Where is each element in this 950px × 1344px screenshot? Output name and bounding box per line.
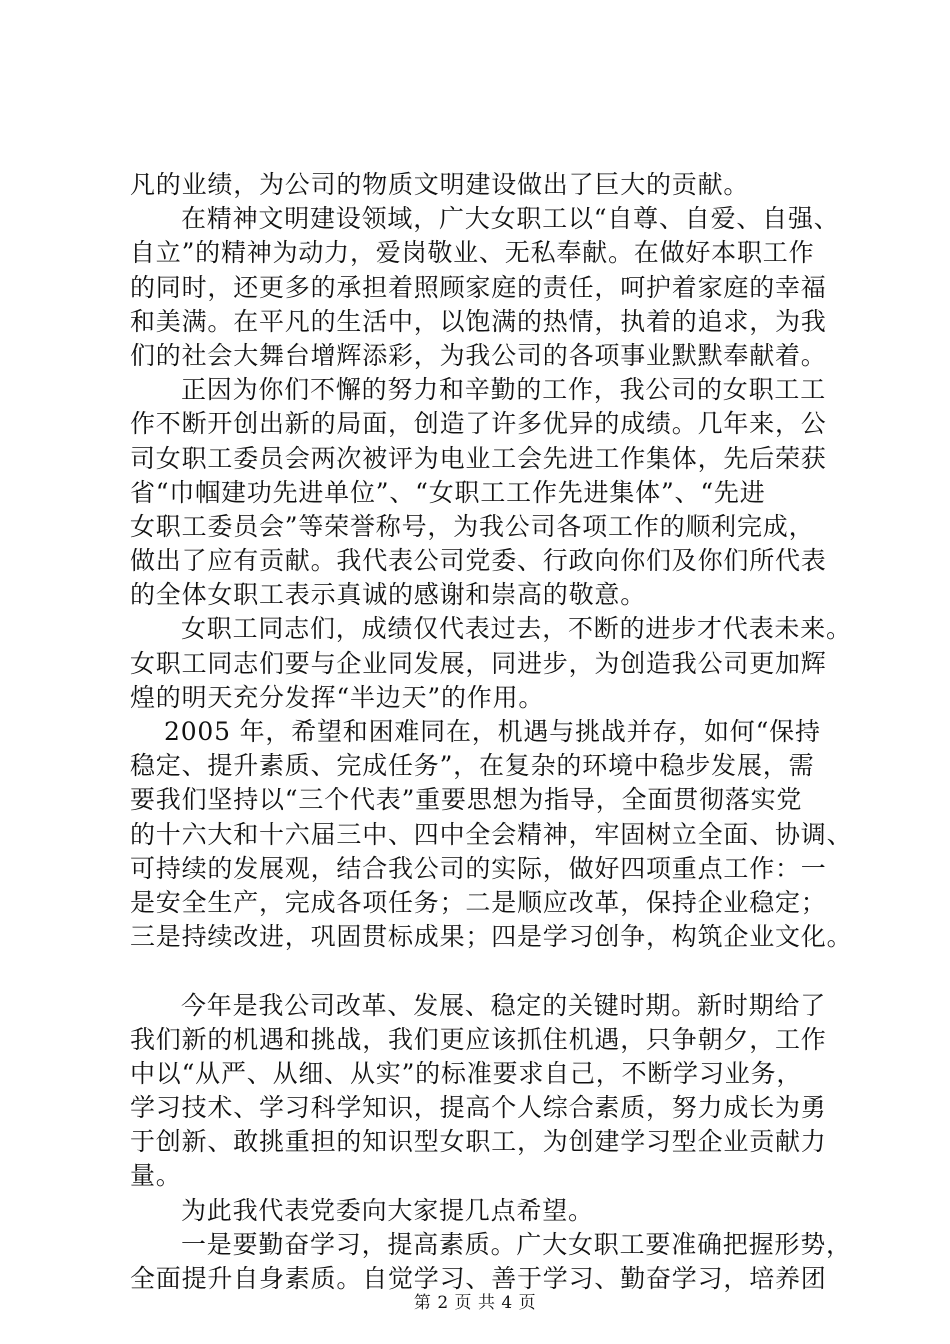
text-line: 2005 年，希望和困难同在，机遇与挑战并存，如何“保持: [164, 717, 821, 746]
text-line: 女职工委员会”等荣誉称号，为我公司各项工作的顺利完成，: [130, 511, 815, 541]
text-line: 凡的业绩，为公司的物质文明建设做出了巨大的贡献。: [130, 170, 750, 199]
text-line: 我们新的机遇和挑战，我们更应该抓住机遇，只争朝夕，工作: [130, 1024, 827, 1054]
text-line: 的十六大和十六届三中、四中全会精神，牢固树立全面、协调、: [130, 819, 853, 849]
text-line: 省“巾帼建功先进单位”、“女职工工作先进集体”、“先进: [130, 477, 766, 507]
text-line: 和美满。在平凡的生活中，以饱满的热情，执着的追求，为我: [130, 306, 827, 336]
text-line: 正因为你们不懈的努力和辛勤的工作，我公司的女职工工: [181, 375, 827, 405]
text-line: 自立”的精神为动力，爱岗敬业、无私奉献。在做好本职工作: [130, 238, 815, 268]
text-line: 为此我代表党委向大家提几点希望。: [181, 1195, 594, 1225]
page-number-footer: 第 2 页 共 4 页: [413, 1293, 537, 1313]
text-line: 司女职工委员会两次被评为电业工会先进工作集体，先后荣获: [130, 443, 827, 473]
text-line: 学习技术、学习科学知识，提高个人综合素质，努力成长为勇: [130, 1093, 827, 1123]
text-line: 可持续的发展观，结合我公司的实际，做好四项重点工作：一: [130, 853, 827, 883]
text-line: 全面提升自身素质。自觉学习、善于学习、勤奋学习，培养团: [130, 1264, 827, 1293]
text-line: 一是要勤奋学习，提高素质。广大女职工要准确把握形势，: [181, 1229, 852, 1259]
text-line: 中以“从严、从细、从实”的标准要求自己，不断学习业务，: [130, 1058, 803, 1088]
text-line: 今年是我公司改革、发展、稳定的关键时期。新时期给了: [181, 990, 827, 1020]
text-line: 在精神文明建设领域，广大女职工以“自尊、自爱、自强、: [181, 204, 840, 234]
text-line: 于创新、敢挑重担的知识型女职工，为创建学习型企业贡献力: [130, 1127, 827, 1157]
text-line: 女职工同志们要与企业同发展，同进步，为创造我公司更加辉: [130, 648, 827, 678]
text-line: 要我们坚持以“三个代表”重要思想为指导，全面贯彻落实党: [130, 785, 803, 815]
text-line: 煌的明天充分发挥“半边天”的作用。: [130, 682, 545, 712]
text-line: 稳定、提升素质、完成任务”，在复杂的环境中稳步发展，需: [130, 751, 815, 781]
text-line: 做出了应有贡献。我代表公司党委、行政向你们及你们所代表: [130, 546, 827, 576]
text-line: 的全体女职工表示真诚的感谢和崇高的敬意。: [130, 580, 647, 610]
document-body: [130, 168, 853, 1296]
text-line: 三是持续改进，巩固贯标成果；四是学习创争，构筑企业文化。: [130, 922, 853, 952]
text-line: 女职工同志们，成绩仅代表过去，不断的进步才代表未来。: [181, 614, 852, 644]
text-line: 的同时，还更多的承担着照顾家庭的责任，呵护着家庭的幸福: [130, 272, 827, 302]
text-line: 是安全生产，完成各项任务；二是顺应改革，保持企业稳定；: [130, 887, 827, 917]
blank-line: [130, 954, 850, 988]
text-line: 们的社会大舞台增辉添彩，为我公司的各项事业默默奉献着。: [130, 340, 827, 370]
text-line: 量。: [130, 1161, 182, 1191]
text-line: 作不断开创出新的局面，创造了许多优异的成绩。几年来，公: [130, 409, 827, 439]
